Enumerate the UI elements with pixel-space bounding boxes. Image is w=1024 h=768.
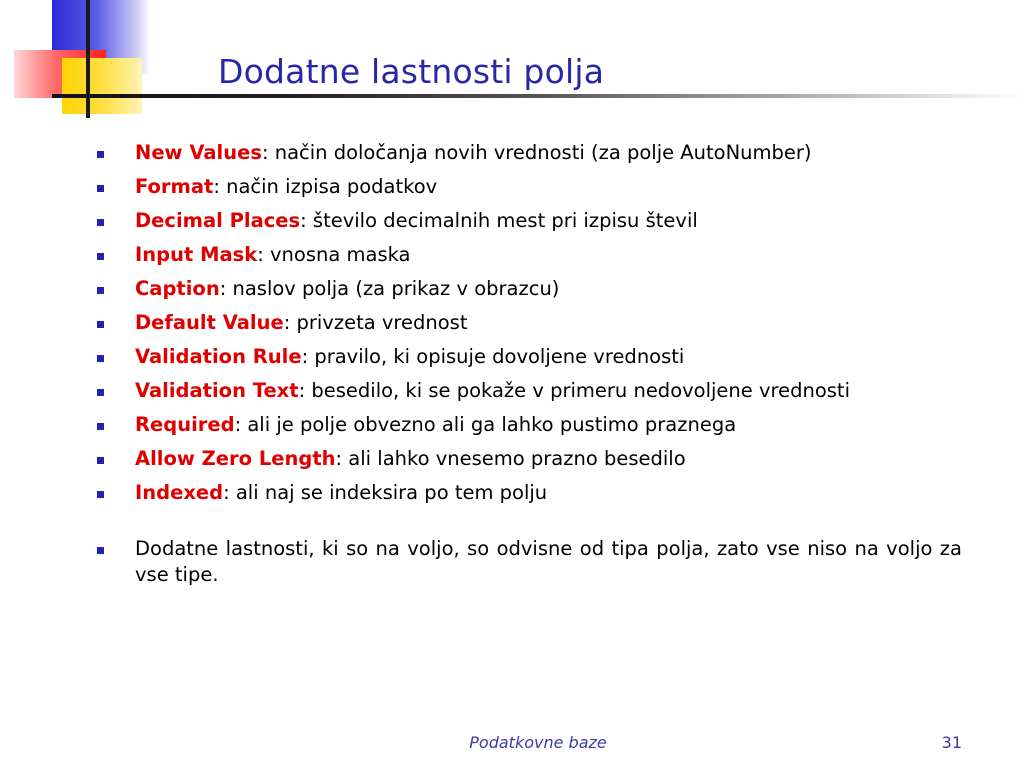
property-term: Required [135,413,235,436]
property-term: Validation Rule [135,345,302,368]
list-item [96,310,962,336]
property-description: : ali je polje obvezno ali ga lahko pustimo praznega [234,413,737,436]
property-term: Format [135,175,214,198]
slide-title: Dodatne lastnosti polja [218,52,605,91]
property-term: Decimal Places [135,209,301,232]
list-item [96,480,962,506]
footer-title: Podatkovne baze [469,733,607,752]
property-description: : pravilo, ki opisuje dovoljene vrednosti [301,345,685,368]
property-description: : ali naj se indeksira po tem polju [223,481,548,504]
property-term: Input Mask [135,243,258,266]
bullet-list [96,140,962,596]
horizontal-line-decoration [52,94,1024,98]
property-description: : vnosna maska [257,243,411,266]
property-description: : besedilo, ki se pokaže v primeru nedovoljene vrednosti [298,379,850,402]
property-description: : način določanja novih vrednosti (za polje AutoNumber) [261,141,812,164]
list-item [96,140,962,166]
list-item [96,344,962,370]
property-description: : način izpisa podatkov [213,175,438,198]
property-description: : ali lahko vnesemo prazno besedilo [335,447,686,470]
property-term: New Values [135,141,262,164]
list-item [96,378,962,404]
list-item [96,276,962,302]
list-item [96,242,962,268]
property-term: Allow Zero Length [135,447,336,470]
list-item [96,446,962,472]
property-description: : privzeta vrednost [283,311,468,334]
list-item [96,412,962,438]
note-item: Dodatne lastnosti, ki so na voljo, so odvisne od tipa polja, zato vse niso na voljo za vse tipe. [96,536,962,588]
property-description: : naslov polja (za prikaz v obrazcu) [219,277,560,300]
property-term: Caption [135,277,220,300]
property-term: Indexed [135,481,224,504]
property-description: : število decimalnih mest pri izpisu števil [300,209,698,232]
property-term: Default Value [135,311,284,334]
list-item [96,174,962,200]
list-item [96,208,962,234]
property-term: Validation Text [135,379,299,402]
page-number: 31 [941,733,962,752]
